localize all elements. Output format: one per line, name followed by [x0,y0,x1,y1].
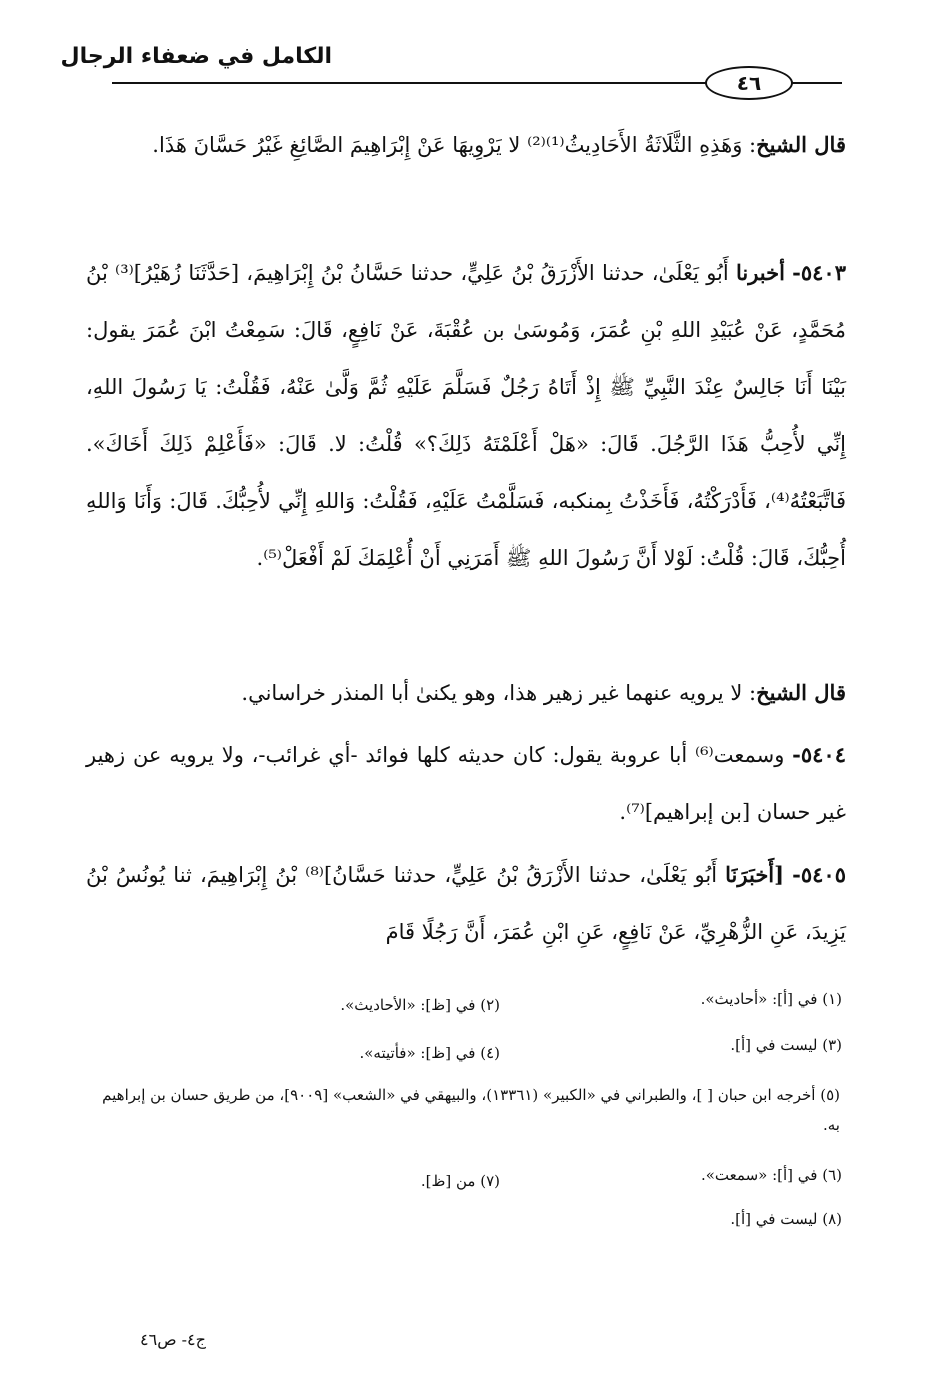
hadith-text: وسمعت⁽⁶⁾ أبا عروبة يقول: كان حديثه كلها فوائد -أي غرائب-، ولا يرويه عن زهير غير حسان [بن إبراهيم]⁽⁷⁾. [86,743,846,824]
paragraph-text: : لا يرويه عنهما غير زهير هذا، وهو يكنىٰ أبا المنذر خراساني. [241,681,757,705]
speaker-label: قال الشيخ [756,680,846,705]
hadith-5404 [86,726,846,841]
footnote-3: (٣) ليست في [أ]. [730,1036,842,1054]
footnote-7: (٧) من [ظ]. [420,1172,500,1190]
footnote-2: (٢) في [ظ]: «الأحاديث». [340,996,500,1014]
hadith-5403 [86,244,846,587]
hadith-5405 [86,846,846,961]
running-header-title: الكامل في ضعفاء الرجال [60,44,332,69]
hadith-number: ٥٤٠٤- [792,742,846,767]
footnote-5: (٥) أخرجه ابن حبان [ ]، والطبراني في «الكبير» (١٣٣٦١)، والبيهقي في «الشعب» [٩٠٠٩]، من طريق حسان بن إبراهيم به. [102,1086,840,1134]
hadith-number: ٥٤٠٥- [792,862,846,887]
hadith-number: ٥٤٠٣- [792,260,846,285]
paragraph-1 [86,116,846,174]
hadith-text: أَبُو يَعْلَىٰ، حدثنا الأَزْرَقُ بْنُ عَلِيٍّ، حدثنا حَسَّانُ بْنُ إِبْرَاهِيمَ، [حَدَّثَنَا زُهَيْرُ]⁽³⁾ بْنُ مُحَمَّدٍ، عَنْ عُبَيْدِ اللهِ بْنِ عُمَرَ، وَمُوسَىٰ بن عُقْبَةَ، عَنْ نَافِعٍ، قَالَ: سَمِعْتُ ابْنَ عُمَرَ يقول: بَيْنَا أَنَا جَالِسٌ عِنْدَ النَّبِيِّ ﷺ إِذْ أَتَاهُ رَجُلٌ فَسَلَّمَ عَلَيْهِ ثُمَّ وَلَّىٰ عَنْهُ، فَقُلْتُ: يَا رَسُولَ اللهِ، إِنِّي لأُحِبُّ هَذَا الرَّجُلَ. قَالَ: «هَلْ أَعْلَمْتَهُ ذَلِكَ؟» قُلْتُ: لا. قَالَ: «فَأَعْلِمْ ذَلِكَ أَخَاكَ». فَاتَّبَعْتُهُ⁽⁴⁾، فَأَدْرَكْتُهُ، فَأَخَذْتُ بِمنكبه، فَسَلَّمْتُ عَلَيْهِ، فَقُلْتُ: وَاللهِ إِنِّي لأُحِبُّكَ. قَالَ: وَأَنَا وَاللهِ أُحِبُّكَ، قَالَ: قُلْتُ: لَوْلا أَنَّ رَسُولَ اللهِ ﷺ أَمَرَنِي أَنْ أُعْلِمَكَ لَمْ أَفْعَلْ⁽⁵⁾. [86,261,846,570]
footnote-6: (٦) في [أ]: «سمعت». [700,1166,842,1184]
footnote-1: (١) في [أ]: «أحاديث». [700,990,842,1008]
volume-page-reference: ج٤- ص٤٦ [140,1330,206,1349]
footnote-8: (٨) ليست في [أ]. [730,1210,842,1228]
footnote-4: (٤) في [ظ]: «فأتيته». [359,1044,500,1062]
narration-lead: [أَخبَرَنَا [725,862,785,887]
page-number: ٤٦ [736,71,762,95]
narration-lead: أخبرنا [735,260,785,285]
paragraph-text: : وَهَذِهِ الثَّلَاثَةُ الأَحَادِيثُ⁽¹⁾⁽²⁾ لا يَرْوِيهَا عَنْ إِبْرَاهِيمَ الصَّائِغِ غَيْرُ حَسَّانَ هَذَا. [152,133,757,157]
hadith-text: أَبُو يَعْلَىٰ، حدثنا الأَزْرَقُ بْنُ عَلِيٍّ، حدثنا حَسَّانُ]⁽⁸⁾ بْنُ إِبْرَاهِيمَ، ثنا يُونُسُ بْنُ يَزِيدَ، عَنِ الزُّهْرِيِّ، عَنْ نَافِعٍ، عَنِ ابْنِ عُمَرَ، أَنَّ رَجُلًا قَامَ [86,863,846,944]
paragraph-3 [86,664,846,722]
speaker-label: قال الشيخ [756,132,846,157]
page-number-badge [705,66,793,100]
